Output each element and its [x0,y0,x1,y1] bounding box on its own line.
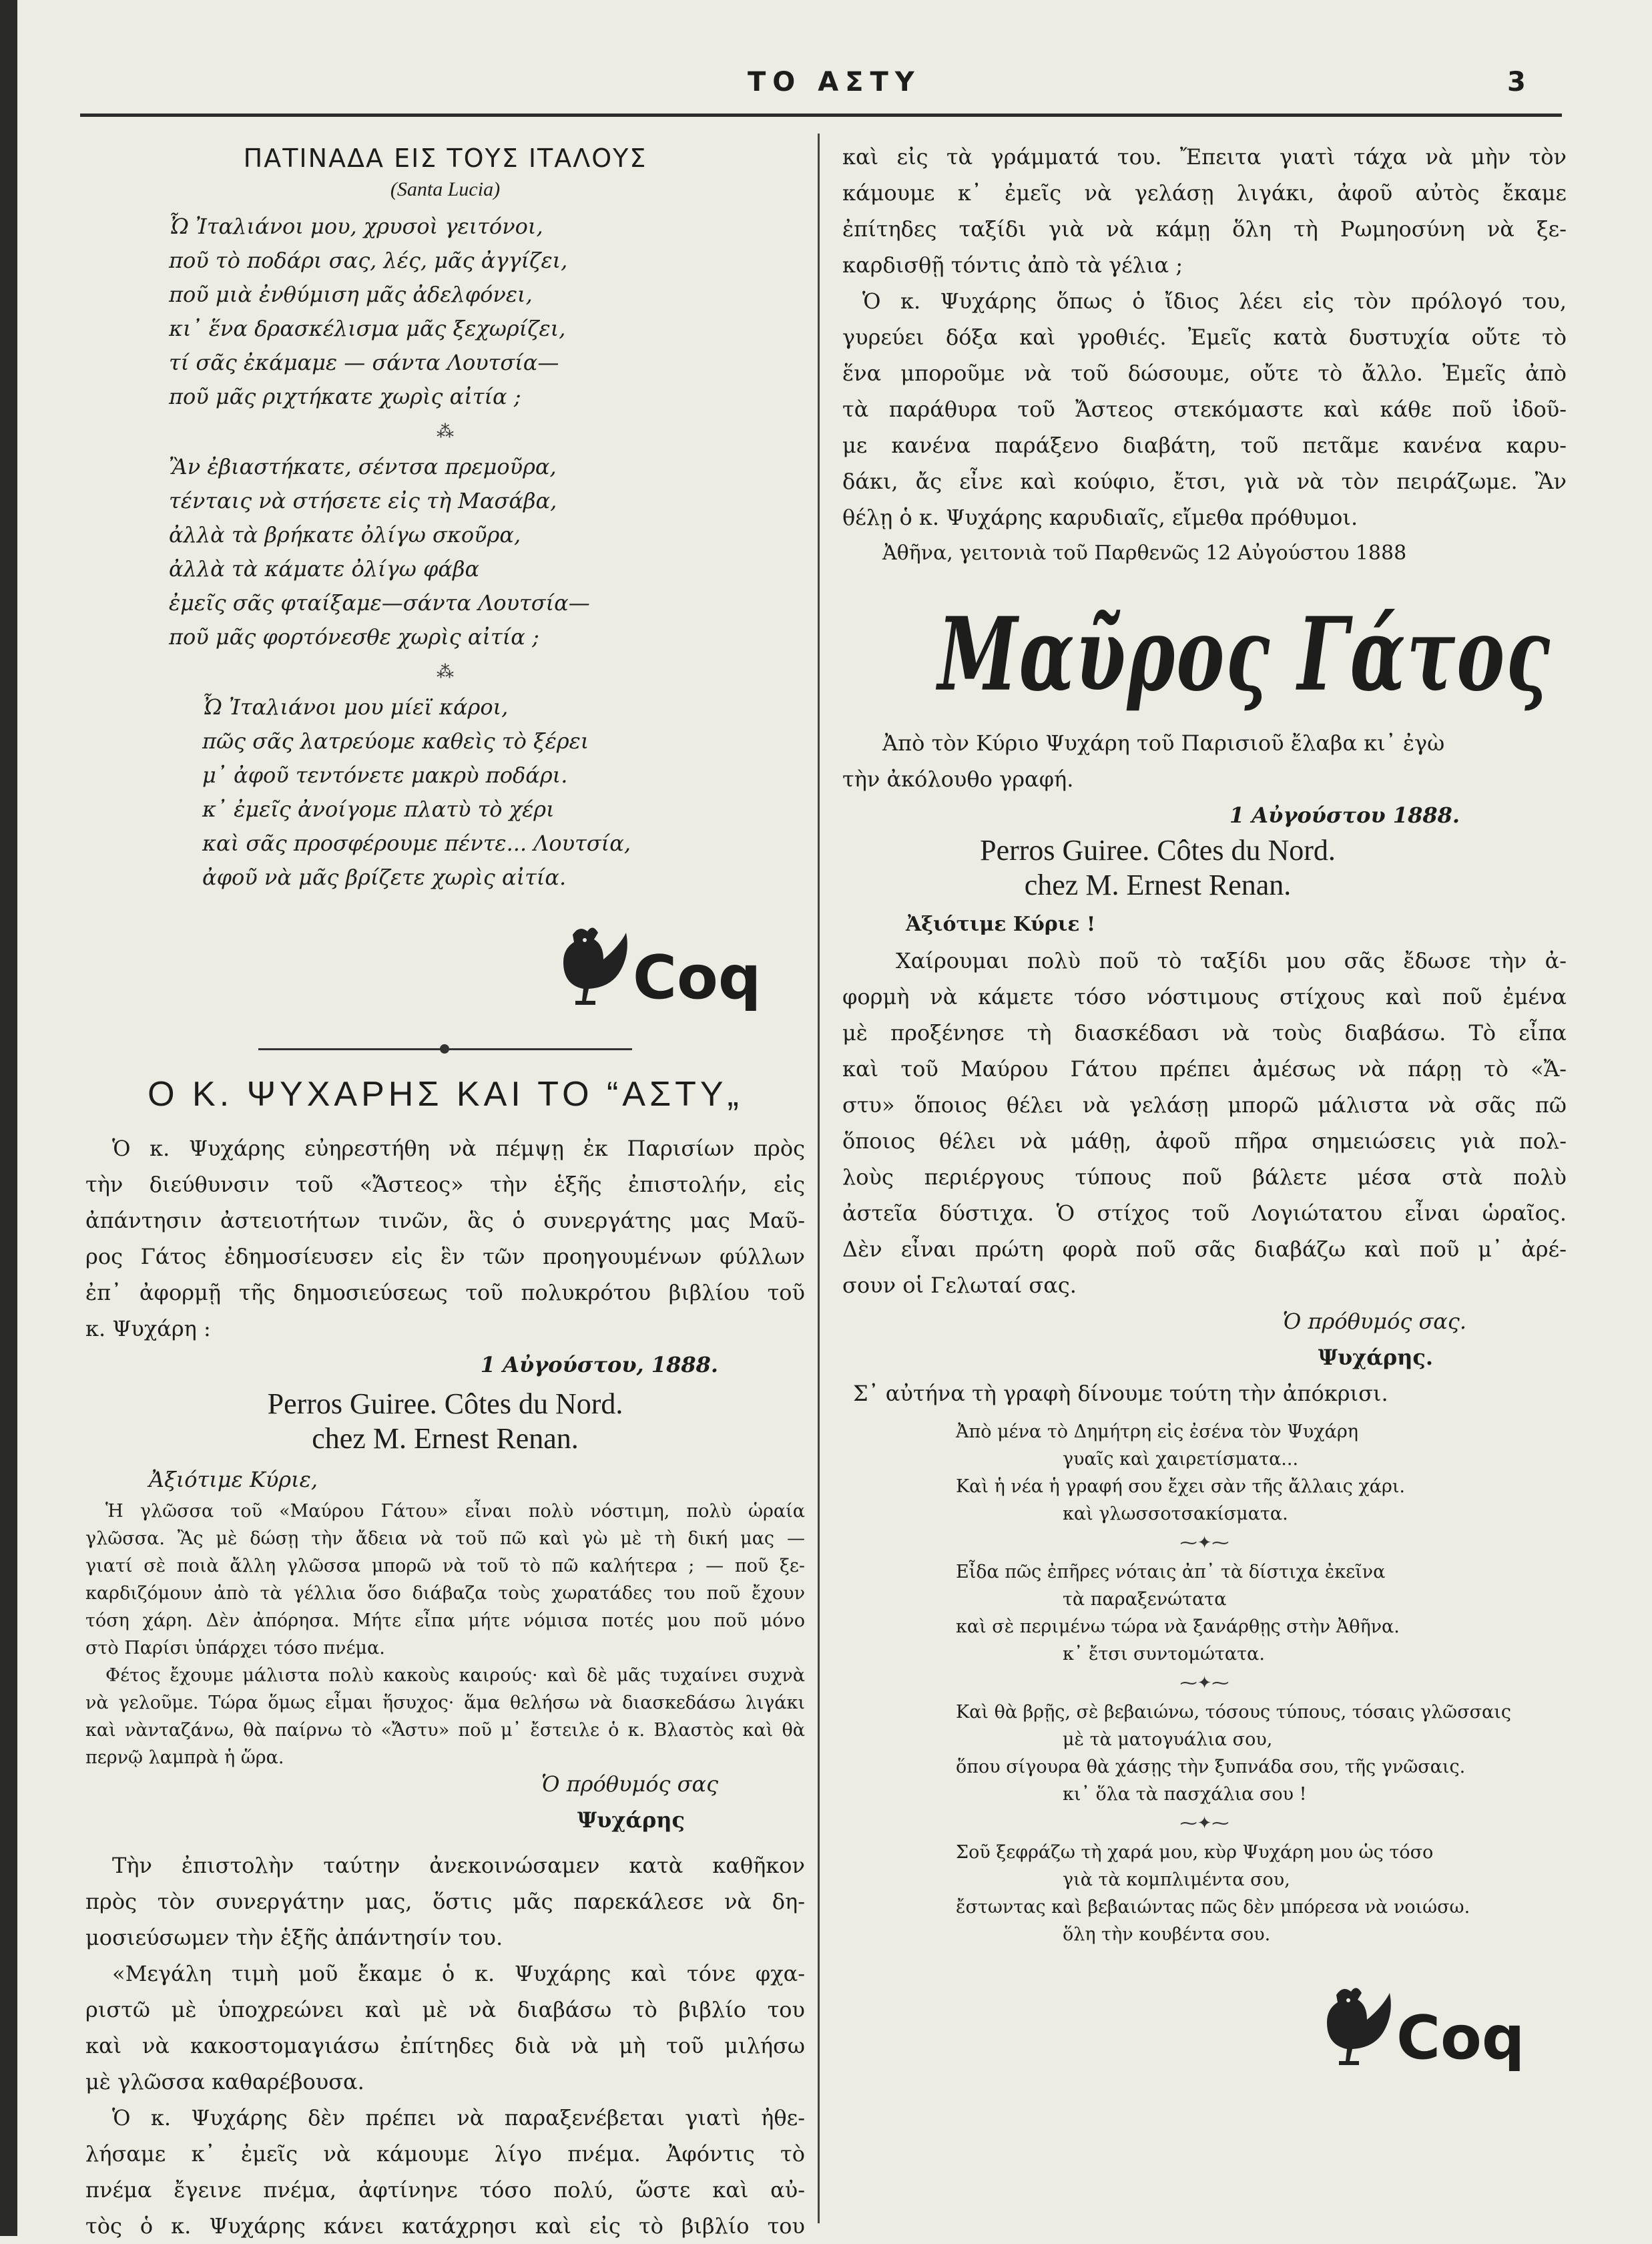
text-line: πρὸς τὸν συνεργάτην μας, ὅστις μᾶς παρεκάλεσε νὰ δη- [85,1889,805,1914]
text-line: τόση χάρη. Δὲν ἀπόρησα. Μήτε εἶπα μήτε νόμισα ποτές μου ποῦ μόνο [85,1610,805,1631]
poem-line: ποῦ μᾶς ριχτήκατε χωρὶς αἰτία ; [169,384,521,409]
text-line: Ὁ κ. Ψυχάρης δὲν πρέπει νὰ παραξενέβεται γιατὶ ἠθε- [112,2105,805,2130]
text-line: Ἀπὸ τὸν Κύριο Ψυχάρη τοῦ Παρισιοῦ ἔλαβα κι᾽ ἐγὼ [882,730,1445,756]
coq-signature [553,908,805,1013]
poem-line: Ὦ Ἰταλιάνοι μου μίεϊ κάροι, [202,694,509,720]
page-number: 3 [1507,67,1526,97]
letter-salutation: Ἀξιότιμε Κύριε, [149,1467,318,1492]
address-line: Perros Guiree. Côtes du Nord. [267,1387,623,1420]
text-line: Φέτος ἔχουμε μάλιστα πολὺ κακοὺς καιρούς· καὶ δὲ μᾶς τυχαίνει συχνὰ [105,1665,805,1686]
poem-line: Ἂν ἐβιαστήκατε, σέντσα πρεμοῦρα, [169,454,557,479]
text-line: μὲ προξένησε τὴ διασκέδασι νὰ τοὺς διαβάσω. Τὸ εἶπα [842,1020,1567,1046]
letter-signature: Ψυχάρης. [1318,1345,1433,1370]
text-line: καὶ τοῦ Μαύρου Γάτου πρέπει ἀμέσως νὰ πάρῃ τὸ «Ἄ- [842,1056,1567,1082]
verse-line: καὶ γλωσσοτσακίσματα. [1063,1504,1288,1524]
text-line: λοὺς περιέργους τύπους ποῦ βάλετε μέσα στὰ πολὺ [842,1164,1567,1190]
text-line: καὶ νὰνταζάνω, θὰ παίρνω τὸ «Ἄστυ» ποῦ μ᾽ ἔστειλε ὁ κ. Βλαστὸς καὶ θὰ [85,1720,805,1741]
text-line: στὸ Παρίσι ὑπάρχει τόσο πνέμα. [85,1638,385,1658]
poem-stanza-3 [85,690,805,895]
article-continuation [85,1847,805,2244]
poem-line: ἀλλὰ τὰ κάματε ὀλίγω φάβα [169,556,480,582]
text-line: Ἡ γλῶσσα τοῦ «Μαύρου Γάτου» εἶναι πολὺ νόστιμη, πολὺ ὡραία [105,1501,805,1522]
ornament-divider: ⁓✦⁓ [1179,1673,1229,1693]
right-column [842,139,1567,2073]
poem-subtitle: (Santa Lucia) [390,178,501,200]
coq-text: Coq [633,943,762,1013]
ornament-divider: ⁂ [437,422,454,442]
letter-date: 1 Αὐγούστου 1888. [1229,803,1460,828]
text-line: Σ᾽ αὐτήνα τὴ γραφὴ δίνουμε τούτη τὴν ἀπόκρισι. [853,1381,1388,1406]
text-line: ριστῶ μὲ ὑποχρεώνει καὶ μὲ νὰ διαβάσω τὸ βιβλίο του [85,1997,805,2022]
verse-line: τὰ παραξενώτατα [1063,1589,1227,1610]
letter-body [842,943,1567,1303]
masthead-title: ΤΟ ΑΣΤΥ [748,67,921,97]
text-line: Δὲν εἶναι πρώτη φορὰ ποῦ σᾶς διαβάζω καὶ ποῦ μ᾽ ἀρέ- [842,1237,1567,1262]
text-line: Χαίρουμαι πολὺ ποῦ τὸ ταξίδι μου σᾶς ἔδωσε τὴν ἀ- [896,948,1567,973]
poem-line: τένταις νὰ στήσετε εἰς τὴ Μασάβα, [169,488,557,513]
section-separator [85,1048,805,1050]
verse-line: μὲ τὰ ματογυάλια σου, [1063,1729,1273,1750]
rooster-icon [553,921,633,1008]
text-line: θέλῃ ὁ κ. Ψυχάρης καρυδιαῖς, εἴμεθα πρόθυμοι. [842,505,1358,530]
poem-line: ποῦ τὸ ποδάρι σας, λές, μᾶς ἀγγίζει, [169,248,568,273]
ornament-divider: ⁓✦⁓ [1179,1533,1229,1553]
poem-stanza-2 [85,450,805,654]
ornament-divider: ⁂ [437,662,454,682]
text-line: ρος Γάτος ἐδημοσίευσεν εἰς ἓν τῶν προηγουμένων φύλλων [85,1244,805,1269]
text-line: σουν οἱ Γελωταί σας. [842,1273,1077,1298]
text-line: Τὴν ἐπιστολὴν ταύτην ἀνεκοινώσαμεν κατὰ καθῆκον [112,1853,805,1878]
verse-line: ὅλη τὴν κουβέντα σου. [1063,1924,1271,1945]
letter-closing: Ὁ πρόθυμός σας [541,1771,718,1797]
verse-line: Ἀπὸ μένα τὸ Δημήτρη εἰς ἐσένα τὸν Ψυχάρη [956,1421,1358,1442]
verse-line: Εἶδα πῶς ἐπῆρες νόταις ἀπ᾽ τὰ δίστιχα ἐκεῖνα [956,1562,1386,1582]
verse-line: καὶ σὲ περιμένω τώρα νὰ ξανάρθῃς στὴν Ἀθῆνα. [956,1616,1400,1637]
poem-stanza-1 [85,210,805,414]
text-line: λήσαμε κ᾽ ἐμεῖς νὰ κάμουμε λίγο πνέμα. Ἀφόντις τὸ [85,2141,805,2167]
verse-line: κ᾽ ἔτσι συντομώτατα. [1063,1644,1265,1664]
text-line: ὅποιος θέλει νὰ μάθῃ, ἀφοῦ πῆρα σημειώσεις γιὰ πολ- [842,1128,1567,1154]
poem-line: ἀλλὰ τὰ βρήκατε ὀλίγω σκοῦρα, [169,522,521,547]
verse-2 [842,1558,1567,1668]
verse-line: Καὶ ἡ νέα ἡ γραφή σου ἔχει σὰν τῆς ἄλλαις χάρι. [956,1476,1405,1497]
verse-line: γιὰ τὰ κομπλιμέντα σου, [1063,1869,1290,1890]
letter-closing: Ὁ πρόθυμός σας. [1282,1309,1466,1334]
text-line: νὰ γελοῦμε. Τώρα ὅμως εἶμαι ἥσυχος· ἅμα θελήσω νὰ διασκεδάσω λιγάκι [85,1693,805,1713]
poem-line: ἀφοῦ νὰ μᾶς βρίζετε χωρὶς αἰτία. [202,865,567,890]
rooster-icon [1316,1982,1396,2068]
verse-4 [842,1839,1567,1948]
header-rule [80,114,1562,117]
verse-line: Σοῦ ξεφράζω τὴ χαρά μου, κὺρ Ψυχάρη μου ὡς τόσο [956,1842,1434,1863]
poem-line: ἐμεῖς σᾶς φταίξαμε—σάντα Λουτσία— [169,590,590,616]
text-line: μὲ γλῶσσα καθαρέβουσα. [85,2069,364,2094]
verse-line: ἔστωντας καὶ βεβαιώντας πῶς δὲν μπόρεσα νὰ νοιώσω. [956,1897,1470,1918]
text-line: καὶ εἰς τὰ γράμματά του. Ἔπειτα γιατὶ τάχα νὰ μὴν τὸν [842,144,1567,170]
article-headline: Ο Κ. ΨΥΧΑΡΗΣ ΚΑΙ ΤΟ “ΑΣΤΥ„ [148,1075,743,1114]
verse-line: γυαῖς καὶ χαιρετίσματα... [1063,1449,1299,1470]
verse-3 [842,1699,1567,1808]
page-binding-edge [0,0,17,2236]
text-line: καρδισθῇ τόντις ἀπὸ τὰ γέλια ; [842,252,1183,278]
text-line: ἐπίτηδες ταξίδι γιὰ νὰ κάμῃ ὅλη τὴ Ρωμηοσύνη νὰ ξε- [842,216,1567,242]
text-line: στυ» ὅποιος θέλει νὰ γελάσῃ μπορῶ μάλιστα νὰ σᾶς πῶ [842,1092,1567,1118]
text-line: κάμουμε κ᾽ ἐμεῖς νὰ γελάσῃ λιγάκι, ἀφοῦ αὐτὸς ἔκαμε [842,180,1567,206]
column-divider [818,134,820,2223]
address-line: Perros Guiree. Côtes du Nord. [980,834,1336,867]
text-line: ἀπάντησιν ἀστειοτήτων τινῶν, ἃς ὁ συνεργάτης μας Μαῦ- [85,1208,805,1233]
letter-signature: Ψυχάρης [577,1807,685,1833]
text-line: γιατί σὲ ποιὰ ἄλλη γλῶσσα μπορῶ νὰ τοῦ τὸ πῶ καλήτερα ; — ποῦ ξε- [85,1556,805,1576]
text-line: ἐπ᾽ ἀφορμῇ τῆς δημοσιεύσεως τοῦ πολυκρότου βιβλίου τοῦ [85,1280,805,1305]
text-line: περνῷ λαμπρὰ ἡ ὥρα. [85,1747,284,1768]
letter-salutation: Ἀξιότιμε Κύριε ! [906,913,1096,936]
poem-line: ποῦ μιὰ ἐνθύμιση μᾶς ἀδελφόνει, [169,282,533,307]
letter-date: 1 Αὐγούστου, 1888. [480,1352,718,1377]
mavros-gatos-signature: Μαῦρος Γάτος [937,596,1552,714]
text-line: καὶ νὰ κακοστομαγιάσω ἐπίτηδες διὰ νὰ μὴ τοῦ μιλήσω [85,2033,805,2058]
text-line: πνέμα ἔγεινε πνέμα, ἀφτίνηνε τόσο πολύ, ὥστε καὶ αὐ- [85,2177,805,2203]
poem-title: ΠΑΤΙΝΑΔΑ ΕΙΣ ΤΟΥΣ ΙΤΑΛΟΥΣ [243,144,647,173]
text-line: τὴν διεύθυνσιν τοῦ «Ἄστεος» τὴν ἑξῆς ἐπιστολήν, εἰς [85,1172,805,1197]
poem-line: ποῦ μᾶς φορτόνεσθε χωρὶς αἰτία ; [169,624,539,650]
poem-line: κι᾽ ἕνα δρασκέλισμα μᾶς ξεχωρίζει, [169,316,566,341]
poem-line: Ὦ Ἰταλιάνοι μου, χρυσοὶ γειτόνοι, [169,214,543,239]
coq-text: Coq [1396,2003,1525,2073]
text-line: γυρεύει δόξα καὶ γροθιές. Ἐμεῖς κατὰ δυστυχία οὔτε τὸ [842,324,1567,350]
article-intro [85,1130,805,1347]
text-line: τὸς ὁ κ. Ψυχάρης κάνει κατάχρησι καὶ εἰς τὸ βιβλίο του [85,2213,805,2239]
text-line: γλῶσσα. Ἂς μὲ δώσῃ τὴν ἄδεια νὰ τοῦ πῶ καὶ γὼ μὲ τὴ δική μας — [85,1528,805,1549]
text-line: Ὁ κ. Ψυχάρης εὐηρεστήθη νὰ πέμψῃ ἐκ Παρισίων πρὸς [112,1136,805,1161]
verse-line: Καὶ θὰ βρῇς, σὲ βεβαιώνω, τόσους τύπους, τόσαις γλῶσσαις [956,1702,1511,1723]
text-line: με κανένα παράξενο διαβάτη, τοῦ πετᾶμε κανένα καρυ- [842,433,1567,458]
letter-body [85,1498,805,1771]
verse-1 [842,1418,1567,1528]
text-line: ἕνα μποροῦμε νὰ τοῦ δώσουμε, οὔτε τὸ ἄλλο. Ἐμεῖς ἀπὸ [842,361,1567,386]
text-line: Ὁ κ. Ψυχάρης ὅπως ὁ ἴδιος λέει εἰς τὸν πρόλογό του, [862,288,1567,314]
poem-line: τί σᾶς ἐκάμαμε — σάντα Λουτσία— [169,350,559,375]
text-line: μοσιεύσωμεν τὴν ἑξῆς ἀπάντησίν του. [85,1925,503,1950]
text-line: δάκι, ἄς εἶνε καὶ κούφιο, ἔτσι, γιὰ νὰ τὸν πειράζωμε. Ἂν [842,469,1567,494]
text-line: ἀστεῖα δύστιχα. Ὁ στίχος τοῦ Λογιώτατου εἶναι ὡραῖος. [842,1200,1567,1226]
poem-line: κ᾽ ἐμεῖς ἀνοίγομε πλατὺ τὸ χέρι [202,797,555,822]
text-line: κ. Ψυχάρη : [85,1316,211,1341]
poem-line: πῶς σᾶς λατρεύομε καθεὶς τὸ ξέρει [202,728,589,754]
verse-line: ὅπου σίγουρα θὰ χάσῃς τὴν ξυπνάδα σου, τῆς γνῶσαις. [956,1757,1466,1777]
poem-line: καὶ σᾶς προσφέρουμε πέντε... Λουτσία, [202,831,631,856]
text-line: τὰ παράθυρα τοῦ Ἄστεος στεκόμαστε καὶ κάθε ποῦ ἰδοῦ- [842,397,1567,422]
ornament-divider: ⁓✦⁓ [1179,1813,1229,1833]
text-line: φορμὴ νὰ κάμετε τόσο νόστιμους στίχους καὶ ποῦ ἐμένα [842,984,1567,1009]
text-line: «Μεγάλη τιμὴ μοῦ ἔκαμε ὁ κ. Ψυχάρης καὶ τόνε φχα- [112,1961,805,1986]
place-date: Ἀθῆνα, γειτονιὰ τοῦ Παρθενῶς 12 Αὐγούστου 1888 [882,541,1407,565]
text-line: τὴν ἀκόλουθο γραφή. [842,766,1074,792]
address-line: chez M. Ernest Renan. [312,1422,579,1455]
address-line: chez M. Ernest Renan. [1024,869,1292,901]
coq-signature [1316,1968,1567,2073]
text-line: καρδιζόμουν ἀπὸ τὰ γέλλια ὅσο διάβαζα τοὺς χωρατάδες του ποῦ ἔχουν [85,1583,805,1604]
left-column [85,142,805,2244]
poem-line: μ᾽ ἀφοῦ τεντόνετε μακρὺ ποδάρι. [202,762,568,788]
verse-line: κι᾽ ὅλα τὰ πασχάλια σου ! [1063,1784,1307,1805]
